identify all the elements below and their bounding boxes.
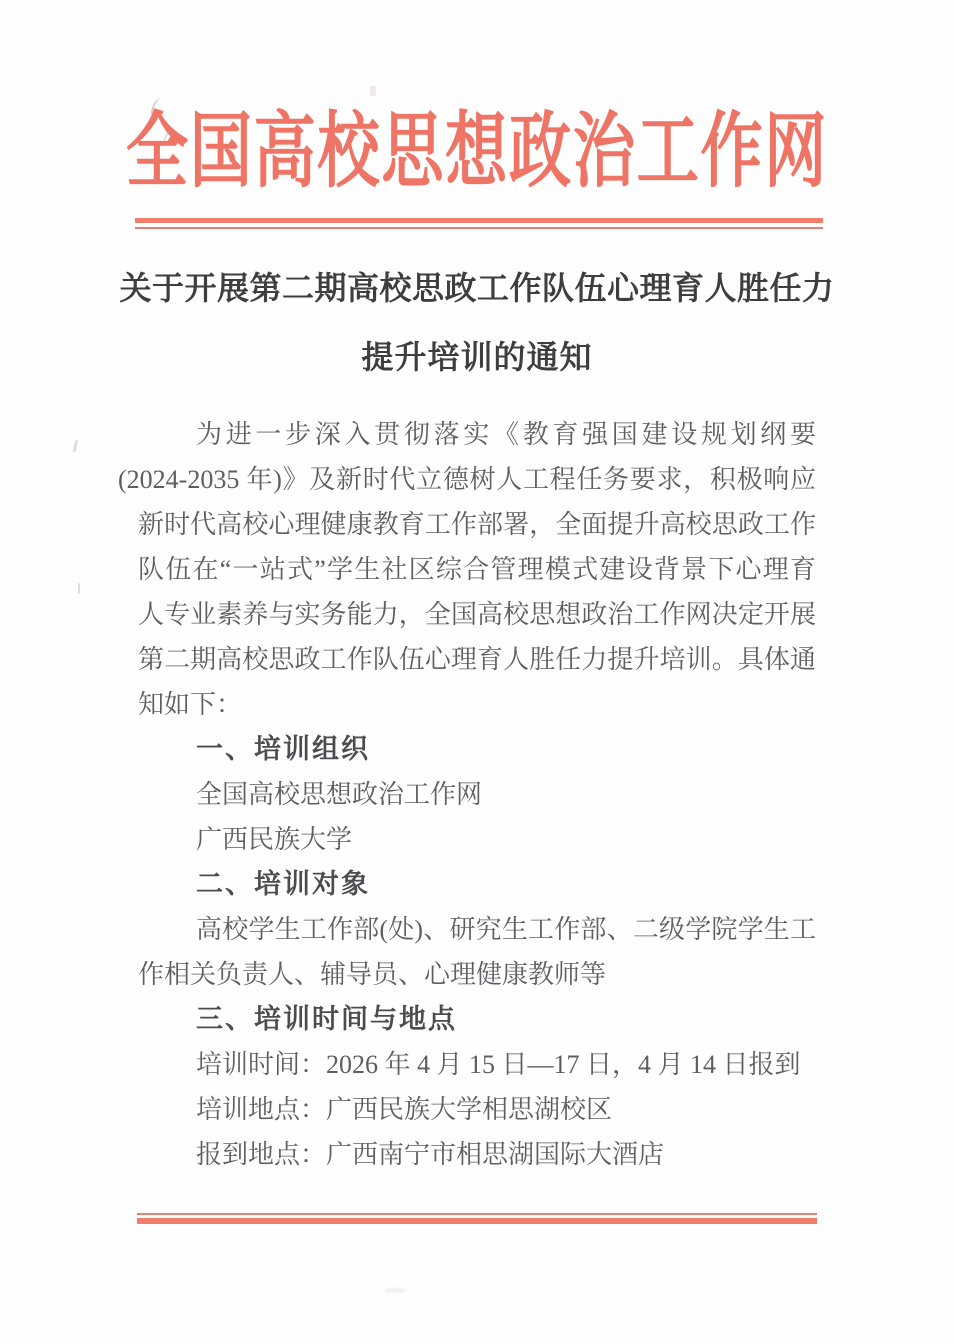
paragraph-line: 为进一步深入贯彻落实《教育强国建设规划纲要: [196, 420, 816, 449]
paragraph-line: 第二期高校思政工作队伍心理育人胜任力提升培训。具体通: [138, 645, 816, 674]
section-heading-2: 二、培训对象: [196, 869, 370, 899]
footer-divider: [137, 1213, 817, 1224]
paragraph-line: 知如下：: [138, 690, 243, 719]
divider-rule-thick: [135, 218, 823, 223]
paragraph-line: 队伍在“一站式”学生社区综合管理模式建设背景下心理育: [138, 555, 816, 584]
divider-rule-thick: [137, 1218, 817, 1224]
doc-title: [0, 264, 954, 381]
section-line: 培训地点：广西民族大学相思湖校区: [196, 1095, 613, 1124]
paragraph-line: 人专业素养与实务能力，全国高校思想政治工作网决定开展: [138, 600, 816, 629]
paragraph-line: 新时代高校心理健康教育工作部署，全面提升高校思政工作: [138, 510, 816, 539]
doc-body: [118, 412, 816, 1177]
scan-artifact: [370, 86, 376, 96]
masthead-title: 全国高校思想政治工作网: [125, 106, 829, 197]
scan-artifact: [78, 583, 80, 594]
section-heading-3: 三、培训时间与地点: [196, 1004, 457, 1034]
section-line: 全国高校思想政治工作网: [196, 780, 483, 809]
doc-title-line2: 提升培训的通知: [361, 339, 593, 375]
scan-artifact: [385, 1288, 405, 1293]
section-line: 作相关负责人、辅导员、心理健康教师等: [138, 960, 607, 989]
section-line: 高校学生工作部(处)、研究生工作部、二级学院学生工: [196, 915, 816, 944]
section-line: 报到地点：广西南宁市相思湖国际大酒店: [196, 1140, 665, 1169]
divider-rule-thin: [137, 1213, 817, 1215]
header-divider: [135, 218, 823, 229]
scan-artifact: [73, 440, 78, 452]
section-line: 培训时间：2026 年 4 月 15 日—17 日，4 月 14 日报到: [196, 1050, 801, 1079]
divider-rule-thin: [135, 227, 823, 229]
section-heading-1: 一、培训组织: [196, 734, 370, 764]
section-line: 广西民族大学: [196, 825, 353, 854]
doc-title-line1: 关于开展第二期高校思政工作队伍心理育人胜任力: [119, 270, 835, 306]
paragraph-line: (2024-2035 年)》及新时代立德树人工程任务要求，积极响应: [118, 465, 816, 494]
